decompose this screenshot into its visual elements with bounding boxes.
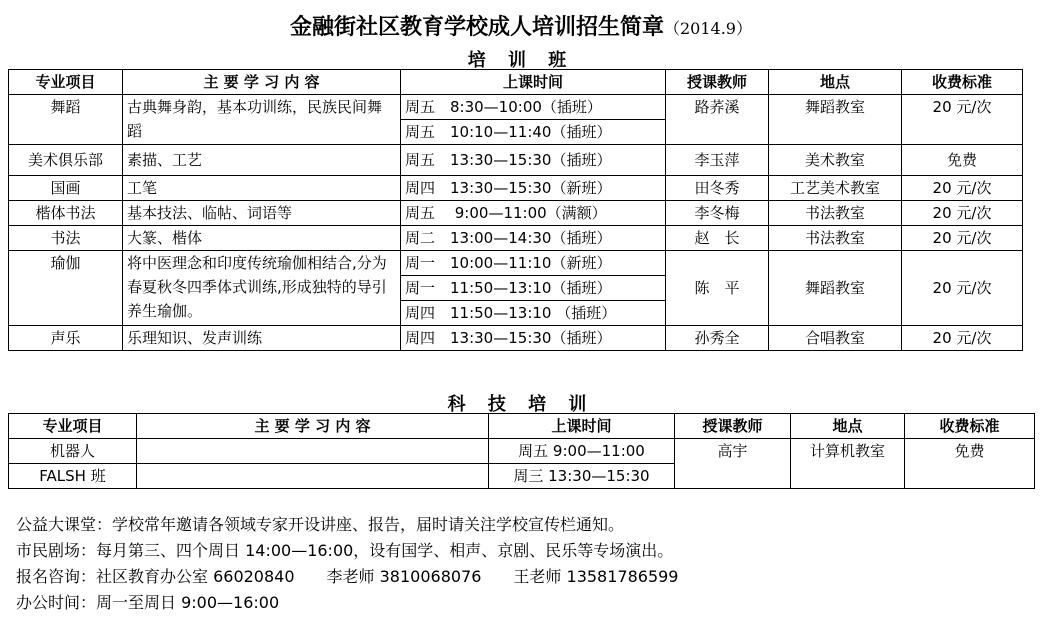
course-teacher: 李玉萍 [666,145,769,176]
course-time: 周三 13:30—15:30 [489,464,675,489]
header-cell: 收费标准 [902,70,1023,95]
header-cell: 授课教师 [666,70,769,95]
course-fee: 免费 [905,439,1035,489]
course-fee: 20 元/次 [902,226,1023,251]
table-row [9,251,1023,276]
header-cell: 收费标准 [905,414,1035,439]
course-content: 基本技法、临帖、词语等 [123,201,401,226]
notes-block [16,512,679,616]
header-cell: 主 要 学 习 内 容 [137,414,489,439]
header-cell: 地点 [791,414,905,439]
tech-table [8,413,1035,489]
course-time: 周一 11:50—13:10（插班） [401,276,666,301]
course-place: 合唱教室 [769,326,902,351]
table-row [9,201,1023,226]
table-row [9,95,1023,120]
table-row [9,326,1023,351]
title-main: 金融街社区教育学校成人培训招生简章 [289,14,664,40]
table-header-row [9,70,1023,95]
course-teacher: 李冬梅 [666,201,769,226]
header-cell: 上课时间 [489,414,675,439]
course-fee: 20 元/次 [902,326,1023,351]
course-place: 美术教室 [769,145,902,176]
course-place: 工艺美术教室 [769,176,902,201]
note-citizen-theater: 市民剧场：每月第三、四个周日 14:00—16:00，设有国学、相声、京剧、民乐等专场演出。 [16,541,674,560]
header-cell: 主 要 学 习 内 容 [123,70,401,95]
course-time: 周五 9:00—11:00（满额） [401,201,666,226]
course-teacher: 高宇 [675,439,791,489]
course-name: 美术俱乐部 [9,145,123,176]
course-time: 周四 11:50—13:10 （插班） [401,301,666,326]
course-time: 周四 13:30—15:30（插班） [401,326,666,351]
contact-teacher-li: 李老师 3810068076 [326,567,482,586]
course-content: 素描、工艺 [123,145,401,176]
course-name: 国画 [9,176,123,201]
contact-teacher-wang: 王老师 13581786599 [513,567,679,586]
page-title [0,10,1042,41]
header-cell: 授课教师 [675,414,791,439]
course-place: 书法教室 [769,201,902,226]
table-row [9,145,1023,176]
training-table [8,69,1023,351]
header-cell: 专业项目 [9,70,123,95]
course-teacher: 路荞溪 [666,95,769,145]
course-time: 周五 8:30—10:00（插班） [401,95,666,120]
course-place: 舞蹈教室 [769,95,902,145]
course-content: 工笔 [123,176,401,201]
course-name: 机器人 [9,439,137,464]
note-enrollment-contact [16,564,679,590]
table-row [9,176,1023,201]
course-fee: 免费 [902,145,1023,176]
course-teacher: 赵 长 [666,226,769,251]
course-fee: 20 元/次 [902,201,1023,226]
header-cell: 地点 [769,70,902,95]
section2-heading: 科 技 培 训 [447,394,595,415]
course-content: 古典舞身韵，基本功训练，民族民间舞蹈 [123,95,401,145]
course-name: 瑜伽 [9,251,123,326]
course-content: 将中医理念和印度传统瑜伽相结合,分为春夏秋冬四季体式训练,形成独特的导引养生瑜伽。 [123,251,401,326]
table-row [9,439,1035,464]
course-fee: 20 元/次 [902,95,1023,145]
course-content [137,439,489,464]
note-public-lecture: 公益大课堂：学校常年邀请各领域专家开设讲座、报告，届时请关注学校宣传栏通知。 [16,515,625,534]
course-name: 声乐 [9,326,123,351]
header-cell: 上课时间 [401,70,666,95]
title-year: （2014.9） [664,19,752,38]
course-teacher: 陈 平 [666,251,769,326]
course-time: 周五 10:10—11:40（插班） [401,120,666,145]
course-place: 书法教室 [769,226,902,251]
course-teacher: 田冬秀 [666,176,769,201]
note-office-hours: 办公时间：周一至周日 9:00—16:00 [16,593,280,612]
course-time: 周二 13:00—14:30（插班） [401,226,666,251]
course-name: 楷体书法 [9,201,123,226]
course-place: 计算机教室 [791,439,905,489]
course-time: 周一 10:00—11:10（新班） [401,251,666,276]
course-name: FALSH 班 [9,464,137,489]
header-cell: 专业项目 [9,414,137,439]
course-time: 周五 13:30—15:30（插班） [401,145,666,176]
course-name: 舞蹈 [9,95,123,145]
course-content: 大篆、楷体 [123,226,401,251]
table-header-row [9,414,1035,439]
course-content [137,464,489,489]
course-fee: 20 元/次 [902,176,1023,201]
course-fee: 20 元/次 [902,251,1023,326]
course-time: 周四 13:30—15:30（新班） [401,176,666,201]
course-place: 舞蹈教室 [769,251,902,326]
course-time: 周五 9:00—11:00 [489,439,675,464]
section1-heading: 培 训 班 [467,50,575,71]
course-name: 书法 [9,226,123,251]
table-row [9,226,1023,251]
course-teacher: 孙秀全 [666,326,769,351]
contact-office: 报名咨询：社区教育办公室 66020840 [16,567,295,586]
course-content: 乐理知识、发声训练 [123,326,401,351]
